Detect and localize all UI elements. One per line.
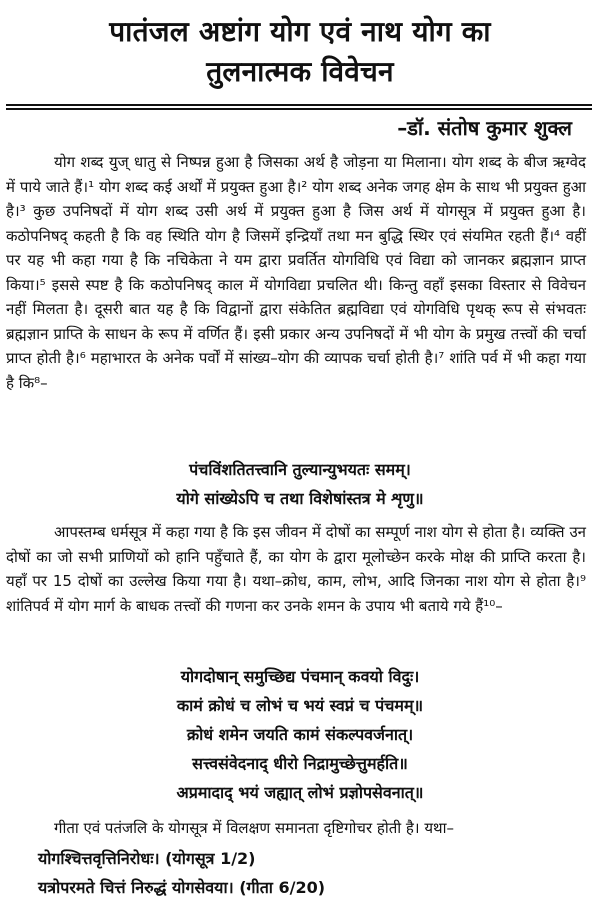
page-title-line-2: तुलनात्मक विवेचन <box>206 55 394 88</box>
paragraph-apastamba: आपस्तम्ब धर्मसूत्र में कहा गया है कि इस जीवन में दोषों का सम्पूर्ण नाश योग से होता है। व्यक्ति उन दोषों का जो सभी प्राणियों को हानि पहुँचाते हैं, का योग के द्वारा मूलोच्छेन करके मोक्ष की प्राप्ति करता है। यहाँ पर 15 दोषों का उल्लेख किया गया है। यथा–क्रोध, काम, लोभ, आदि जिनका नाश योग से होता है।⁹ शांतिपर्व में योग मार्ग के बाधक तत्त्वों की गणना कर उनके शमन के उपाय भी बताये गये हैं¹⁰– <box>6 523 586 615</box>
quote-gita: यत्रोपरमते चित्तं निरुद्धं योगसेवया। (गीता 6/20) <box>38 878 326 897</box>
verse-line: पंचविंशतितत्त्वानि तुल्यान्युभयतः समम्। <box>189 460 411 479</box>
author-byline: –डॉ. संतोष कुमार शुक्ल <box>397 116 572 140</box>
verse-line: क्रोधं शमेन जयति कामं संकल्पवर्जनात्। <box>186 725 414 744</box>
verse-line: कामं क्रोधं च लोभं च भयं स्वप्नं च पंचमम्॥ <box>176 696 424 715</box>
title-divider <box>6 104 592 110</box>
paragraph-gita-comparison: गीता एवं पतंजलि के योगसूत्र में विलक्षण समानता दृष्टिगोचर होती है। यथा– <box>54 819 455 837</box>
verse-line: सत्त्वसंवेदनाद् धीरो निद्रामुच्छेत्तुमर्हति॥ <box>192 754 408 773</box>
paragraph-intro: योग शब्द युज् धातु से निष्पन्न हुआ है जिसका अर्थ है जोड़ना या मिलाना। योग शब्द के बीज ऋग्वेद में पाये जाते हैं।¹ योग शब्द कई अर्थों में प्रयुक्त हुआ है।² योग शब्द अनेक जगह क्षेम के साथ भी प्रयुक्त हुआ है।³ कुछ उपनिषदों में योग शब्द उसी अर्थ में प्रयुक्त हुआ है जिस अर्थ में योगसूत्र में प्रयुक्त हुआ है। कठोपनिषद् कहती है कि वह स्थिति योग है जिसमें इन्द्रियाँ तथा मन बुद्धि स्थिर एवं संयमित रहती हैं।⁴ वहीं पर यह भी कहा गया है कि नचिकेता ने यम द्वारा प्रवर्तित योगविधि एवं विद्या को जानकर ब्रह्मज्ञान प्राप्त किया।⁵ इससे स्पष्ट है कि कठोपनिषद् काल में योगविद्या प्रचलित थी। किन्तु वहाँ इसका विस्तार से विवेचन नहीं मिलता है। दूसरी बात यह है कि विद्वानों द्वारा संकेतित ब्रह्मविद्या एवं योगविधि पृथक् रूप से संभवतः ब्रह्मज्ञान प्राप्ति के साधन के रूप में वर्णित हैं। इसी प्रकार अन्य उपनिषदों में भी योग के प्रमुख तत्त्वों की चर्चा प्राप्त होती है।⁶ महाभारत के अनेक पर्वों में सांख्य–योग की व्यापक चर्चा होती है।⁷ शांति पर्व में भी कहा गया है कि⁸– <box>6 153 586 392</box>
verse-block-yoga-doshas <box>0 662 600 807</box>
verse-line: योगदोषान् समुच्छिद्य पंचमान् कवयो विदुः। <box>180 667 420 686</box>
page-title-line-1: पातंजल अष्टांग योग एवं नाथ योग का <box>109 15 491 48</box>
verse-block-shanti-parva <box>0 455 600 513</box>
quote-yogasutra: योगश्चित्तवृत्तिनिरोधः। (योगसूत्र 1/2) <box>38 849 256 868</box>
verse-line: अप्रमादाद् भयं जह्यात् लोभं प्रज्ञोपसेवनात्॥ <box>176 783 424 802</box>
verse-line: योगे सांख्येऽपि च तथा विशेषांस्तत्र मे शृणु॥ <box>176 489 424 508</box>
